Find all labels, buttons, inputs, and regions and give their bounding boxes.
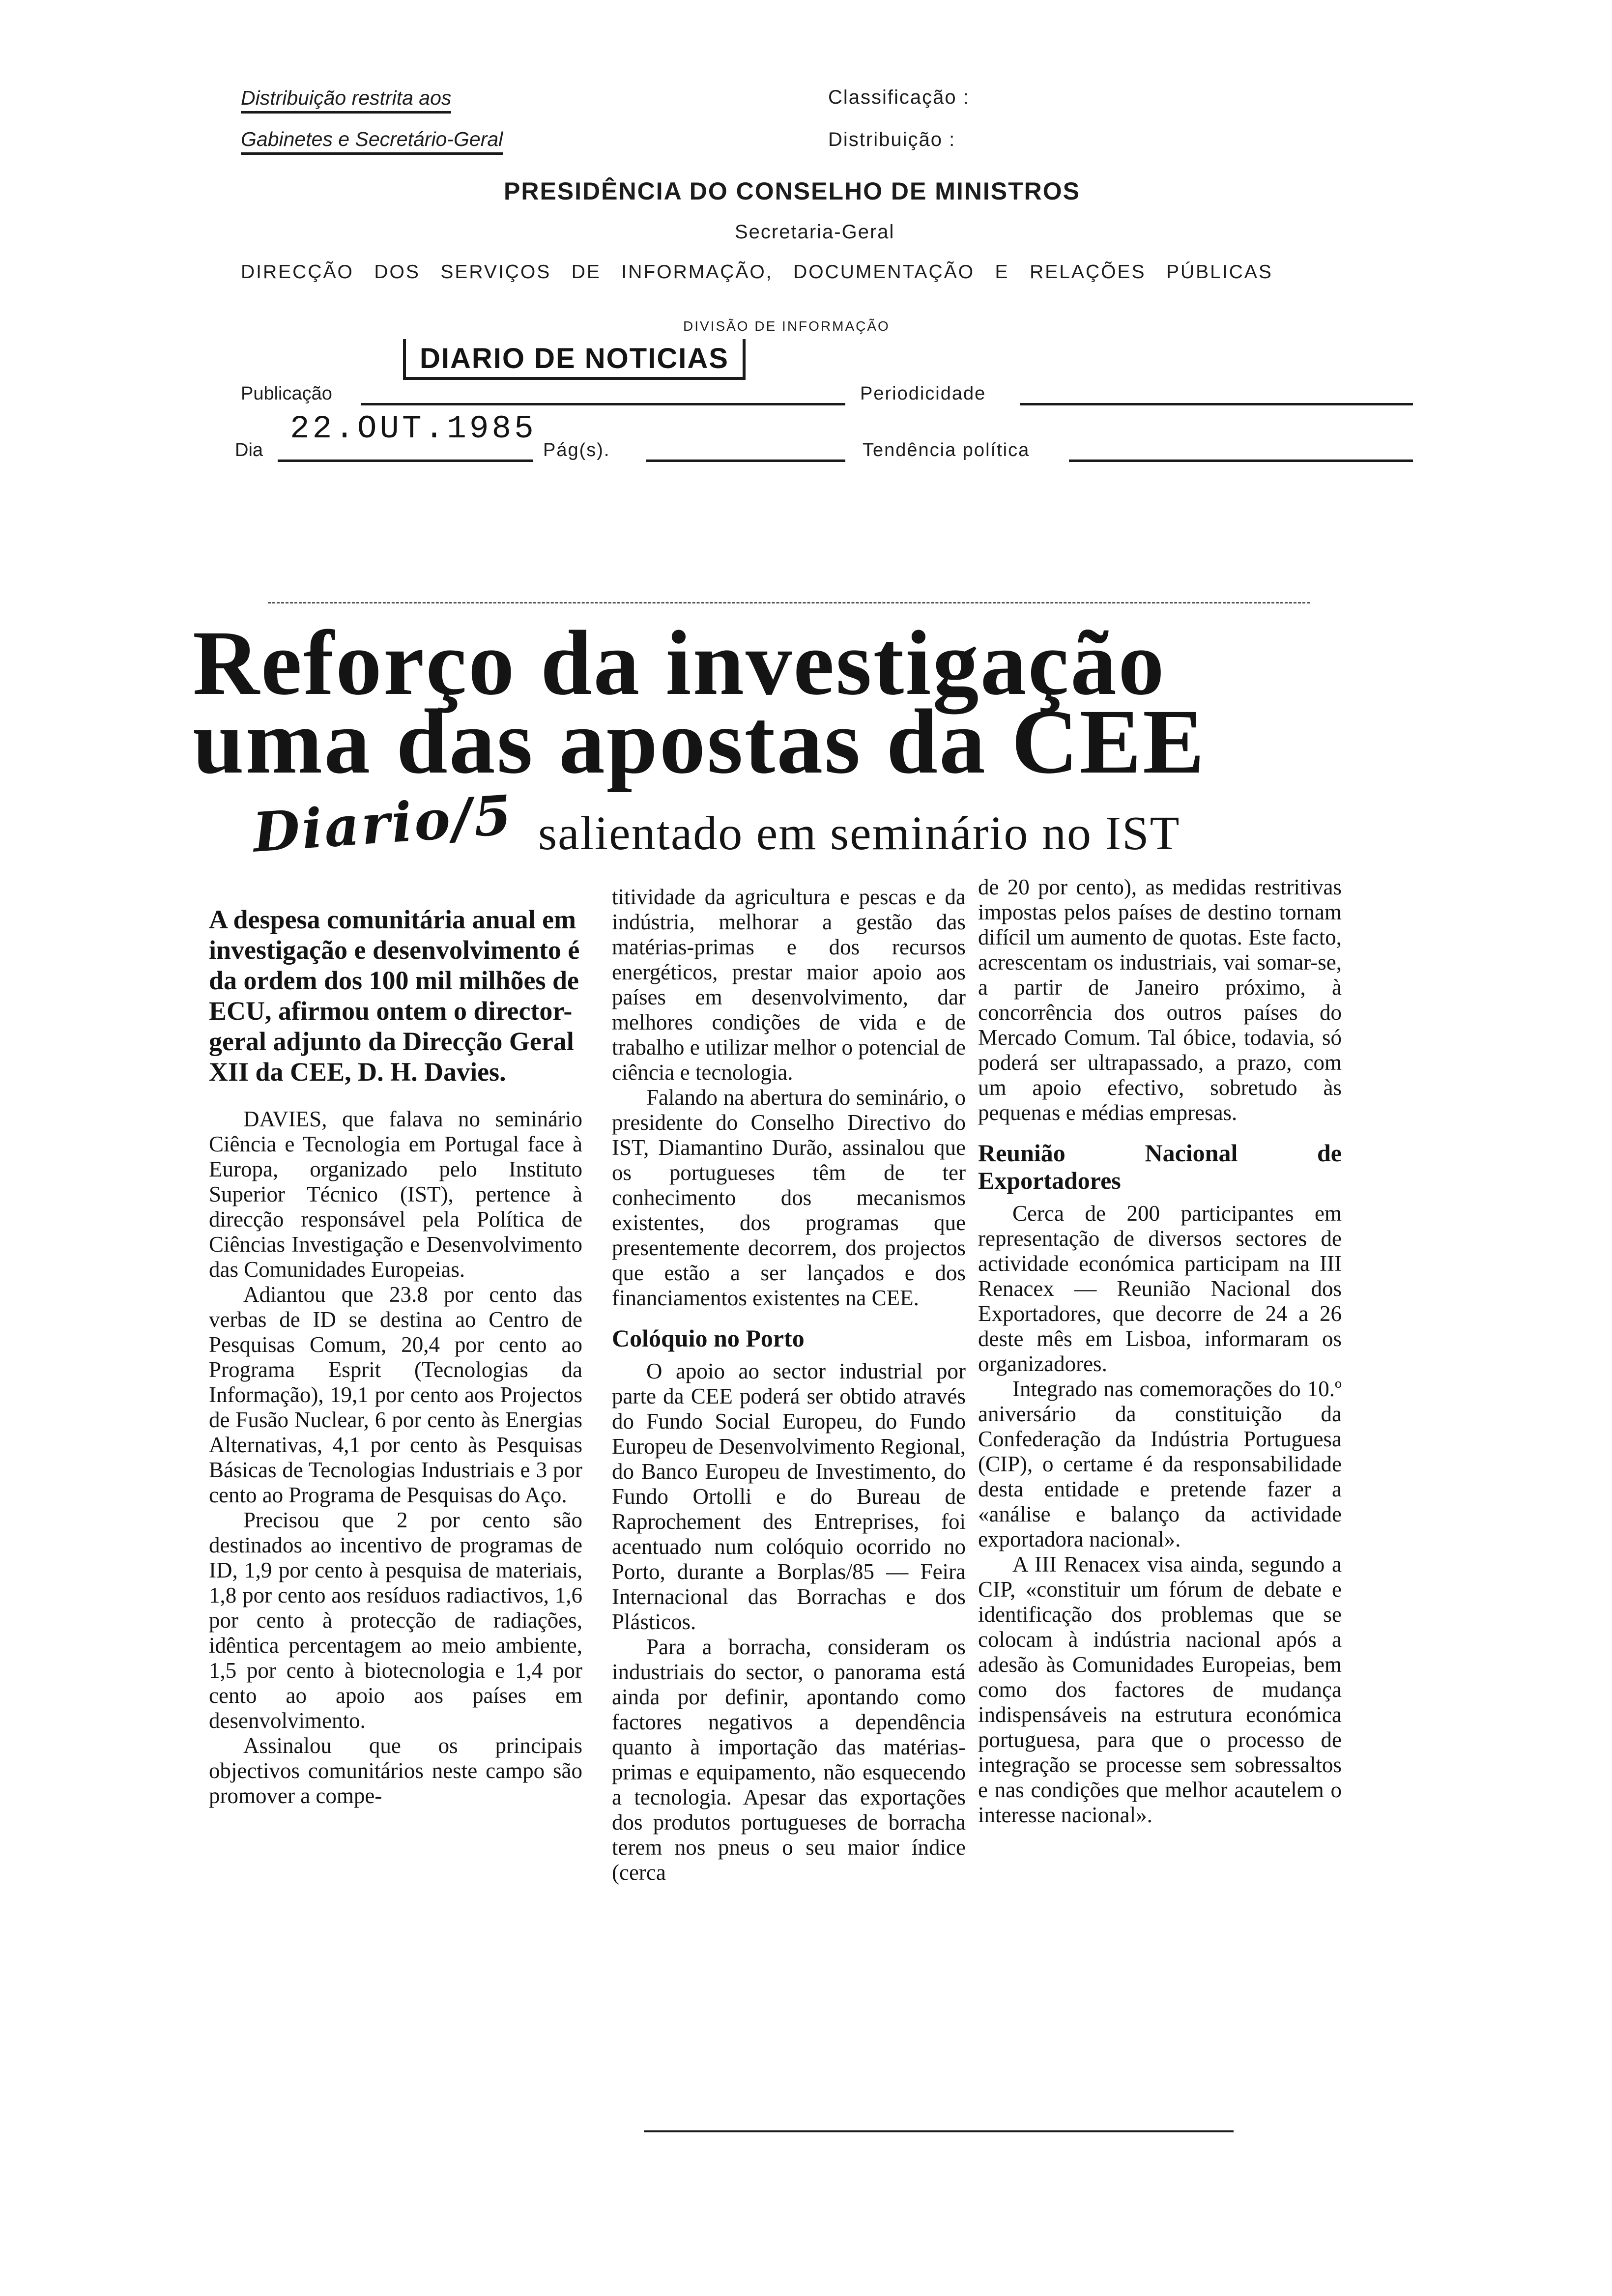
restricted-distribution-line2	[241, 128, 503, 151]
exportadores-subhead: Reunião Nacional de Exportadores	[978, 1139, 1342, 1194]
column-1-paragraph: Assinalou que os principais objectivos comunitários neste campo são promover a compe-	[209, 1733, 582, 1808]
tendencia-label: Tendência política	[863, 440, 1030, 460]
coloquio-subhead: Colóquio no Porto	[612, 1324, 805, 1352]
dia-label: Dia	[235, 440, 263, 460]
article-column-3	[978, 875, 1342, 1828]
publication-stamp-text: DIARIO DE NOTICIAS	[420, 343, 729, 374]
periodicidade-line	[1020, 403, 1413, 405]
column-1-paragraph: Precisou que 2 por cento são destinados ao incentivo de programas de ID, 1,9 por cento à pesquisa de materiais, 1,8 por cento aos resíduos radiactivos, 1,6 por cento à protecção de radiações, idêntica percentagem ao meio ambiente, 1,5 por cento à biotecnologia e 1,4 por cento ao apoio aos países em desenvolvimento.	[209, 1508, 582, 1733]
headline-line-1: Reforço da investigação	[193, 611, 1166, 714]
pags-label: Pág(s).	[543, 440, 610, 460]
column-2-paragraph: Falando na abertura do seminário, o presidente do Conselho Directivo do IST, Diamantino Durão, assinalou que os portugueses têm de ter conhecimento dos mecanismos existentes, dos programas que presentemente decorrem, dos projectos que estão a ser lançados e dos financiamentos existentes na CEE.	[612, 1085, 966, 1310]
distribuicao-label: Distribuição :	[828, 129, 956, 150]
secretaria-title: Secretaria-Geral	[735, 221, 895, 243]
restricted-text-1: Distribuição restrita aos	[241, 86, 451, 114]
headline-line-2: uma das apostas da CEE	[193, 690, 1206, 793]
article-column-2	[612, 885, 966, 1885]
column-3-paragraph: de 20 por cento), as medidas restritivas impostas pelos países de destino tornam difícil um aumento de quotas. Este facto, acrescentam os industriais, vai somar-se, a partir de Janeiro próximo, à concorrência dos outros países do Mercado Comum. Tal óbice, todavia, só poderá ser ultrapassado, a prazo, com um apoio efectivo, sobretudo às pequenas e médias empresas.	[978, 875, 1342, 1125]
column-3-paragraph: Integrado nas comemorações do 10.º aniversário da constituição da Confederação da Indústria Portuguesa (CIP), o certame é da responsabilidade desta entidade e pretende fazer a «análise e balanço da actividade exportadora nacional».	[978, 1377, 1342, 1551]
restricted-text-2: Gabinetes e Secretário-Geral	[241, 128, 503, 155]
article-subhead: salientado em seminário no IST	[538, 807, 1180, 860]
restricted-distribution-line1	[241, 86, 451, 110]
pags-line	[646, 459, 845, 462]
classificacao-label: Classificação :	[828, 86, 970, 108]
tendencia-line	[1069, 459, 1413, 462]
dia-value: 22.OUT.1985	[290, 410, 537, 447]
publicacao-label: Publicação	[241, 383, 332, 404]
direccao-title: DIRECÇÃO DOS SERVIÇOS DE INFORMAÇÃO, DOCUMENTAÇÃO E RELAÇÕES PÚBLICAS	[241, 261, 1273, 283]
column-2-paragraph: O apoio ao sector industrial por parte da CEE poderá ser obtido através do Fundo Social Europeu, do Fundo Europeu de Desenvolvimento Regional, do Banco Europeu de Investimento, do Fundo Ortolli e do Bureau de Raprochement des Entreprises, foi acentuado num colóquio ocorrido no Porto, durante a Borplas/85 — Feira Internacional das Borrachas e dos Plásticos.	[612, 1359, 966, 1634]
column-1-paragraph: Adiantou que 23.8 por cento das verbas de ID se destina ao Centro de Pesquisas Comum, 20,4 por cento ao Programa Esprit (Tecnologias da Informação), 19,1 por cento aos Projectos de Fusão Nuclear, 6 por cento às Energias Alternativas, 4,1 por cento às Pesquisas Básicas de Tecnologias Industriais e 3 por cento ao Programa de Pesquisas do Aço.	[209, 1282, 582, 1507]
column-2-bottom-rule	[644, 2130, 1234, 2132]
presidencia-title: PRESIDÊNCIA DO CONSELHO DE MINISTROS	[504, 177, 1081, 205]
dia-line	[278, 459, 533, 462]
handwritten-annotation: Diario/5	[251, 783, 516, 864]
article-column-1	[209, 904, 582, 1808]
column-2-paragraph: Para a borracha, consideram os industriais do sector, o panorama está ainda por definir, apontando como factores negativos a dependência quanto à importação das matérias-primas e equipamento, não esquecendo a tecnologia. Apesar das exportações dos produtos portugueses de borracha terem nos pneus o seu maior índice (cerca	[612, 1635, 966, 1885]
publicacao-line	[361, 403, 845, 405]
column-3-paragraph: A III Renacex visa ainda, segundo a CIP, «constituir um fórum de debate e identificação dos problemas que se colocam à indústria nacional após a adesão às Comunidades Europeias, bem como dos factores de mudança indispensáveis na estrutura económica portuguesa, para que o processo de integração se processe sem sobressaltos e nas condições que melhor acautelem o interesse nacional».	[978, 1552, 1342, 1827]
column-1-paragraph: DAVIES, que falava no seminário Ciência e Tecnologia em Portugal face à Europa, organizado pelo Instituto Superior Técnico (IST), pertence à direcção responsável pela Política de Ciências Investigação e Desenvolvimento das Comunidades Europeias.	[209, 1107, 582, 1282]
column-2-paragraph: titividade da agricultura e pescas e da indústria, melhorar a gestão das matérias-primas e dos recursos energéticos, prestar maior apoio aos países em desenvolvimento, dar melhores condições de vida e de trabalho e utilizar melhor o potencial de ciência e tecnologia.	[612, 885, 966, 1085]
clipping-top-edge	[268, 602, 1310, 603]
article-lead: A despesa comunitária anual em investigação e desenvolvimento é da ordem dos 100 mil milhões de ECU, afirmou ontem o director-geral adjunto da Direcção Geral XII da CEE, D. H. Davies.	[209, 905, 580, 1087]
periodicidade-label: Periodicidade	[860, 383, 986, 404]
divisao-title: DIVISÃO DE INFORMAÇÃO	[683, 318, 890, 334]
publication-stamp	[403, 339, 746, 380]
column-3-paragraph: Cerca de 200 participantes em representação de diversos sectores de actividade económica participam na III Renacex — Reunião Nacional dos Exportadores, que decorre de 24 a 26 deste mês em Lisboa, informaram os organizadores.	[978, 1201, 1342, 1376]
